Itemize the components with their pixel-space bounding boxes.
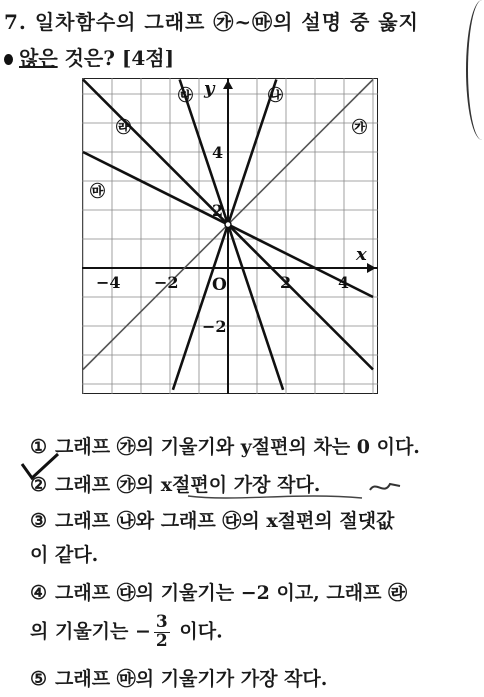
- underlined-keyword: 않은: [19, 46, 58, 70]
- line-label: ㉲: [90, 182, 106, 200]
- checkmark-icon: [18, 450, 74, 486]
- option-5[interactable]: ⑤ 그래프 ㉲의 기울기가 가장 작다.: [30, 668, 328, 690]
- question-subtitle: [4, 42, 174, 71]
- question-number: 7.: [4, 10, 27, 34]
- question-text-line1: 일차함수의 그래프 ㉮~㉲의 설명 중 옳지: [34, 10, 419, 34]
- question-title: [4, 6, 419, 35]
- y-axis-label: y: [204, 78, 215, 99]
- option-1[interactable]: ① 그래프 ㉮의 기울기와 y절편의 차는 0 이다.: [30, 436, 420, 458]
- y-tick-label: 4: [212, 143, 224, 162]
- pen-mark-icon: [368, 476, 402, 496]
- coordinate-graph: [82, 78, 378, 394]
- x-tick-label: −2: [154, 273, 179, 292]
- x-axis-label: x: [356, 244, 367, 265]
- option-3[interactable]: ③ 그래프 ㉯와 그래프 ㉰의 x절편의 절댓값: [30, 510, 395, 532]
- origin-label: O: [212, 275, 227, 295]
- y-tick-label: 2: [212, 201, 224, 220]
- line-label: ㉮: [352, 118, 368, 136]
- y-tick-label: −2: [202, 317, 227, 336]
- line-label: ㉯: [268, 86, 284, 104]
- x-tick-label: 2: [280, 273, 292, 292]
- line-label: ㉰: [178, 86, 194, 104]
- x-tick-label: −4: [96, 273, 121, 292]
- option-2[interactable]: ② 그래프 ㉮의 x절편이 가장 작다.: [30, 474, 321, 496]
- handwritten-underline: [186, 490, 366, 504]
- line-label: ㉱: [116, 118, 132, 136]
- fraction: $\frac{3}{2}$: [155, 612, 168, 651]
- option-4[interactable]: ④ 그래프 ㉰의 기울기는 −2 이고, 그래프 ㉱: [30, 582, 408, 604]
- option-3-continued: 이 같다.: [30, 544, 99, 566]
- x-tick-label: 4: [338, 273, 350, 292]
- question-text-line2: 것은? [4점]: [57, 46, 175, 70]
- bullet-dot-icon: [4, 54, 13, 65]
- margin-handwriting-arc: [466, 0, 484, 140]
- y-intercept-point: [225, 222, 231, 228]
- option-4-continued: 의 기울기는 − $\frac{3}{2}$ 이다.: [30, 612, 223, 651]
